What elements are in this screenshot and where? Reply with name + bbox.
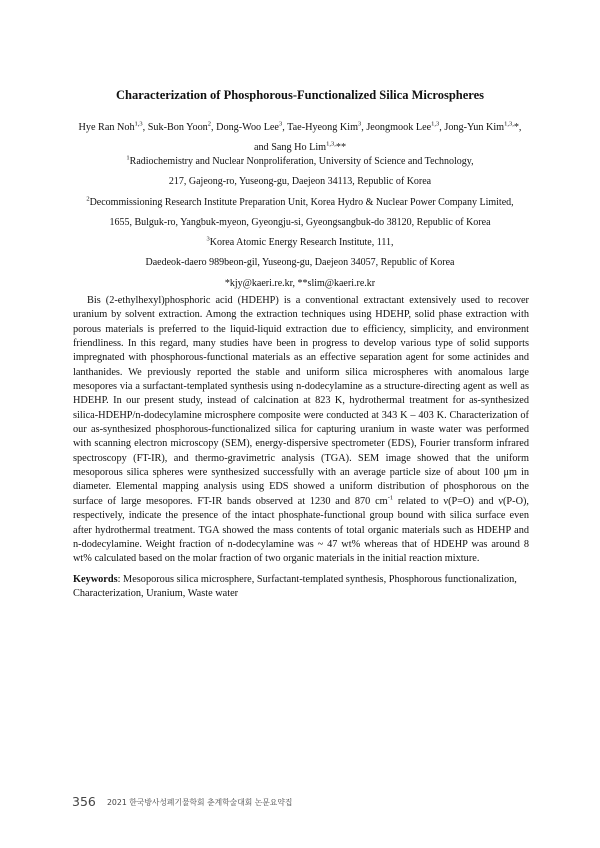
author-line-1 [60,118,540,138]
author-line-2: and Sang Ho Lim$^{1,3,}$** [253,140,347,153]
affiliation-line: $^2$Decommissioning Research Institute Preparation Unit, Korea Hydro & Nuclear Power Company Limited, [86,195,514,208]
author-4: Tae-Hyeong Kim$^3$, [287,120,367,133]
affiliation-line: 1655, Bulguk-ro, Yangbuk-myeon, Gyeongju-si, Gyeongsangbuk-do 38120, Republic of Korea [109,216,491,228]
affiliation-line: 217, Gajeong-ro, Yuseong-gu, Daejeon 34113, Republic of Korea [168,176,432,188]
affiliation-line: $^1$Radiochemistry and Nuclear Nonproliferation, University of Science and Technology, [126,154,474,167]
author-6: Jong-Yun Kim$^{1,3,}$*, [444,120,522,133]
affiliation-line: $^3$Korea Atomic Energy Research Institute, 111, [206,235,394,249]
affiliation-line: Daedeok-daero 989beon-gil, Yuseong-gu, Daejeon 34057, Republic of Korea [145,257,455,269]
author-3: Dong-Woo Lee$^3$, [216,120,288,133]
author-1: Hye Ran Noh$^{1,3}$, [78,120,148,133]
keywords-label: Keywords [73,574,118,585]
page-number: 356 [72,794,96,809]
author-5: Jeongmook Lee$^{1,3}$, [366,120,445,133]
abstract-paragraph: Bis (2-ethylhexyl)phosphoric acid (HDEHP) is a conventional extractant extensively used to recover uranium by solvent extraction. Among the extraction techniques using HDEHP, solid phase extraction with porous materials is preferred to the liquid-liquid extraction due to efficiency, simplicity, and environment friendliness. In this regard, many studies have been in progress to develop various type of solid supports impregnated with phosphorous-functional materials as an effective separation agent for some actinides and lanthanides. We previously reported the stable and uniform silica microspheres with anomalous large mesopores via a surfactant-templated synthesis using n-dodecylamine as a structure-directing agent as well as HDEHP. In our present study, instead of calcination at 823 K, hydrothermal treatment for as-synthesized silica-HDEHP/n-dodecylamine microsphere composite were conducted at 343 K – 403 K. Characterization of our as-synthesized phosphorous-functionalized silica for capturing uranium in waste water was performed with scanning electron microscopy (SEM), energy-dispersive spectrometer (EDS), Fourier transform infrared spectroscopy (FT-IR), and thermo-gravimetric analysis (TGA). SEM image showed that the uniform mesoporous silica spheres were synthesized successfully with an average particle size of about 100 μm in diameter. Elemental mapping analysis using EDS showed a uniform distribution of phosphorous on the surface of large mesopores. FT-IR bands observed at 1230 and 870 $cm^{-1}$ related to ν(P=O) and ν(P-O), respectively, indicate the presence of the intact phosphate-functional group bound with silica surface even after hydrothermal treatment. TGA showed the mass contents of total organic materials such as HDEHP and n-dodecylamine. Weight fraction of n-dodecylamine was ~ 47 wt% whereas that of HDEHP was around 8 wt% calculated based on the molar fraction of two organic materials in the initial reaction mixture. [73,295,530,565]
keywords-text: : Mesoporous silica microsphere, Surfactant-templated synthesis, Phosphorous functionalization, Characterization, Uranium, Waste water [73,574,517,600]
page-footer [72,791,522,810]
keywords-paragraph [73,573,529,602]
author-7: Sang Ho Lim [271,142,327,153]
conference-name: 2021 한국방사성폐기물학회 춘계학술대회 논문요약집 [106,798,293,807]
paper-title: Characterization of Phosphorous-Functionalized Silica Microspheres [115,88,485,102]
affiliations [50,152,550,294]
author-2: Suk-Bon Yoon$^2$, [147,120,217,133]
contact-emails: *kjy@kaeri.re.kr, **slim@kaeri.re.kr [224,277,376,289]
